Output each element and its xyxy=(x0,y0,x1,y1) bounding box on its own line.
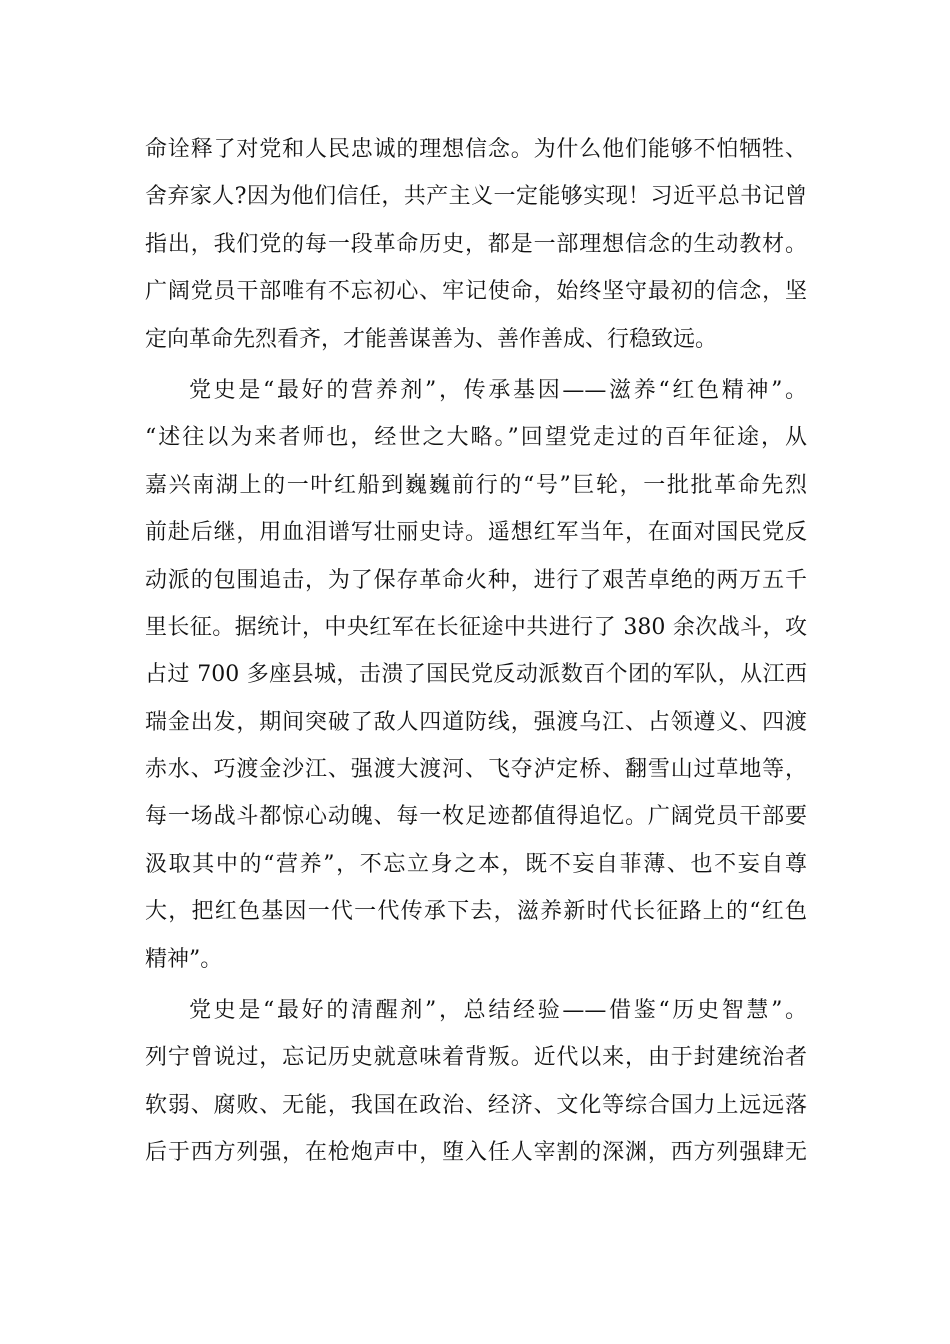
text-line: 定向革命先烈看齐，才能善谋善为、善作善成、行稳致远。 xyxy=(145,326,718,352)
text-line: 党史是“最好的清醒剂”，总结经验——借鉴“历史智慧”。 xyxy=(189,998,807,1024)
text-line: 每一场战斗都惊心动魄、每一枚足迹都值得追忆。广阔党员干部要 xyxy=(145,804,807,830)
text-line: 前赴后继，用血泪谱写壮丽史诗。遥想红军当年，在面对国民党反 xyxy=(145,520,807,546)
text-line: 广阔党员干部唯有不忘初心、牢记使命，始终坚守最初的信念，坚 xyxy=(145,279,807,305)
body-text xyxy=(145,126,807,1177)
text-line: “述往以为来者师也，经世之大略。”回望党走过的百年征途，从 xyxy=(145,425,807,451)
text-line: 舍弃家人?因为他们信任，共产主义一定能够实现！习近平总书记曾 xyxy=(145,184,807,210)
text-line: 指出，我们党的每一段革命历史，都是一部理想信念的生动教材。 xyxy=(145,231,807,257)
text-line: 里长征。据统计，中央红军在长征途中共进行了 380 余次战斗，攻 xyxy=(145,614,807,640)
text-line: 软弱、腐败、无能，我国在政治、经济、文化等综合国力上远远落 xyxy=(145,1092,807,1118)
text-line: 党史是“最好的营养剂”，传承基因——滋养“红色精神”。 xyxy=(189,377,807,403)
text-line: 汲取其中的“营养”，不忘立身之本，既不妄自菲薄、也不妄自尊 xyxy=(145,851,807,877)
text-line: 占过 700 多座县城，击溃了国民党反动派数百个团的军队，从江西 xyxy=(145,662,807,688)
paragraph-3 xyxy=(145,987,807,1177)
text-line: 命诠释了对党和人民忠诚的理想信念。为什么他们能够不怕牺牲、 xyxy=(145,137,807,162)
text-line: 嘉兴南湖上的一叶红船到巍巍前行的“号”巨轮，一批批革命先烈 xyxy=(145,472,807,498)
paragraph-2 xyxy=(145,367,807,983)
text-line: 列宁曾说过，忘记历史就意味着背叛。近代以来，由于封建统治者 xyxy=(145,1045,807,1071)
text-line: 动派的包围追击，为了保存革命火种，进行了艰苦卓绝的两万五千 xyxy=(145,567,807,593)
text-line: 瑞金出发，期间突破了敌人四道防线，强渡乌江、占领遵义、四渡 xyxy=(145,709,807,735)
text-line: 赤水、巧渡金沙江、强渡大渡河、飞夺泸定桥、翻雪山过草地等， xyxy=(145,757,807,783)
text-line: 后于西方列强，在枪炮声中，堕入任人宰割的深渊，西方列强肆无 xyxy=(145,1140,807,1166)
text-line: 大，把红色基因一代一代传承下去，滋养新时代长征路上的“红色 xyxy=(145,899,807,925)
paragraph-1 xyxy=(145,126,807,363)
text-line: 精神”。 xyxy=(145,946,223,972)
